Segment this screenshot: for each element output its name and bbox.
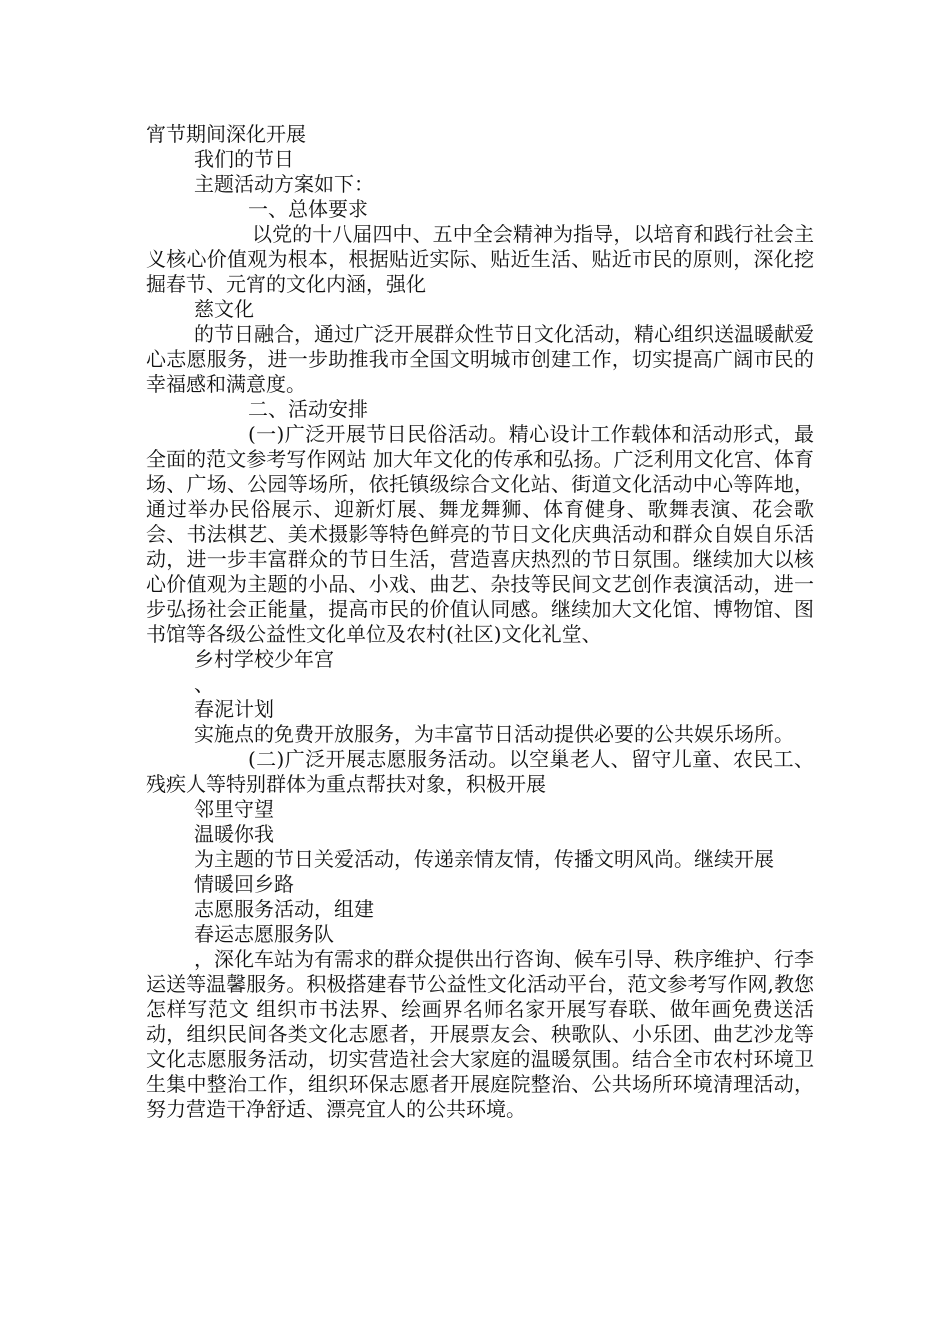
section-heading-activity-arrangement: 二、活动安排 bbox=[248, 397, 368, 421]
doc-line-neighbor-watch: 邻里守望 bbox=[194, 797, 274, 821]
doc-line-2: 我们的节日 bbox=[194, 147, 294, 171]
doc-paragraph-free-opening: 实施点的免费开放服务，为丰富节日活动提供必要的公共娱乐场所。 bbox=[194, 722, 794, 746]
doc-paragraph-folk-activities: (一)广泛开展节日民俗活动。精心设计工作载体和活动形式，最全面的范文参考写作网站 加大年文化的传承和弘扬。广泛利用文化宫、体育场、广场、公园等场所，依托镇级综合文化站、街道文化活动中心等阵地，通过举办民俗展示、迎新灯展、舞龙舞狮、体育健身、歌舞表演、花会歌会、书法棋艺、美术摄影等特色鲜亮的节日文化庆典活动和群众自娱自乐活动，进一步丰富群众的节日生活，营造喜庆热烈的节日氛围。继续加大以核心价值观为主题的小品、小戏、曲艺、杂技等民间文艺创作表演活动，进一步弘扬社会正能量，提高市民的价值认同感。继续加大文化馆、博物馆、图书馆等各级公益性文化单位及农村(社区)文化礼堂、 bbox=[146, 422, 814, 646]
doc-line-volunteer-formation: 志愿服务活动，组建 bbox=[194, 897, 374, 921]
doc-line-ci-culture: 慈文化 bbox=[194, 297, 254, 321]
doc-paragraph-station-services: ，深化车站为有需求的群众提供出行咨询、候车引导、秩序维护、行李运送等温馨服务。积极搭建春节公益性文化活动平台，范文参考写作网,教您怎样写范文 组织市书法界、绘画界名师名家开展写春联、做年画免费送活动，组织民间各类文化志愿者，开展票友会、秧歌队、小乐团、曲艺沙龙等文化志愿服务活动，切实营造社会大家庭的温暖氛围。结合全市农村环境卫生集中整治工作，组织环保志愿者开展庭院整治、公共场所环境清理活动，努力营造干净舒适、漂亮宜人的公共环境。 bbox=[146, 947, 814, 1121]
doc-line-spring-transport-team: 春运志愿服务队 bbox=[194, 922, 334, 946]
doc-paragraph-guideline: 以党的十八届四中、五中全会精神为指导，以培育和践行社会主义核心价值观为根本，根据贴近实际、贴近生活、贴近市民的原则，深化挖掘春节、元宵的文化内涵，强化 bbox=[146, 222, 814, 296]
doc-line-way-home: 情暖回乡路 bbox=[194, 872, 294, 896]
doc-line-comma: 、 bbox=[194, 672, 214, 696]
doc-paragraph-volunteer-services: (二)广泛开展志愿服务活动。以空巢老人、留守儿童、农民工、残疾人等特别群体为重点帮扶对象，积极开展 bbox=[146, 747, 814, 796]
doc-line-3: 主题活动方案如下： bbox=[194, 172, 374, 196]
doc-paragraph-integration: 的节日融合，通过广泛开展群众性节日文化活动，精心组织送温暖献爱心志愿服务，进一步助推我市全国文明城市创建工作，切实提高广阔市民的幸福感和满意度。 bbox=[146, 322, 814, 396]
section-heading-general-requirements: 一、总体要求 bbox=[248, 197, 368, 221]
doc-line-1: 宵节期间深化开展 bbox=[146, 122, 306, 146]
doc-line-spring-mud-plan: 春泥计划 bbox=[194, 697, 274, 721]
doc-line-youth-palace: 乡村学校少年宫 bbox=[194, 647, 334, 671]
document-body bbox=[146, 122, 814, 1122]
doc-paragraph-care-theme: 为主题的节日关爱活动，传递亲情友情，传播文明风尚。继续开展 bbox=[194, 847, 774, 871]
doc-line-warm-you-me: 温暖你我 bbox=[194, 822, 274, 846]
